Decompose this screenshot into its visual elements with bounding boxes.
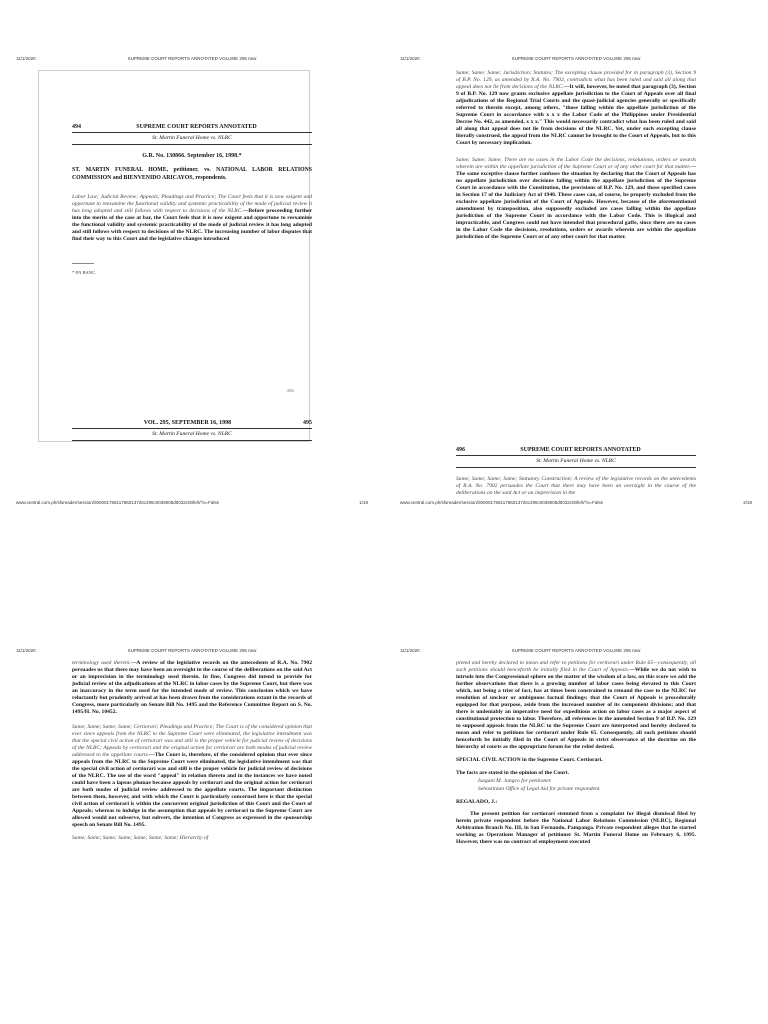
- footnote: * EN BANC.: [72, 270, 97, 275]
- syllabus-italic: Same; Same; Same; There are no cases in the Labor Code the decisions, resolutions, orders or awards wherein are within the appellate jurisdiction of the Supreme Court or of any other court for that matter.: [456, 157, 696, 170]
- running-title: SUPREME COURT REPORTS ANNOTATED: [520, 447, 641, 453]
- print-header: [16, 56, 368, 64]
- page-494: [72, 124, 312, 512]
- page-marker: 495: [286, 388, 294, 393]
- page-number: 494: [72, 124, 81, 130]
- print-header: [16, 648, 368, 656]
- pdf-page-tile-1: [0, 0, 384, 512]
- page-495-cont: [456, 70, 696, 512]
- running-subtitle: St. Martin Funeral Home vs. NLRC: [72, 135, 312, 145]
- running-subtitle: St. Martin Funeral Home vs. NLRC: [456, 458, 696, 468]
- syllabus-paragraph: [456, 157, 696, 241]
- running-subtitle: St. Martin Funeral Home vs. NLRC: [72, 431, 312, 441]
- syllabus-italic: terminology used therein.: [72, 660, 131, 666]
- print-title: SUPREME COURT REPORTS ANNOTATED VOLUME 295 new: [127, 648, 257, 653]
- print-header: [400, 648, 752, 656]
- footer-url: www.central.com.ph/sfsreader/session/00000175811786013726c295c0039008d0032c00fe/t/?o=False: [400, 500, 604, 505]
- facts-note: The facts are stated in the opinion of the Court.: [456, 770, 570, 776]
- syllabus-bold: —It will, however, be noted that paragraph (3), Section 9 of B.P. No. 129 now grants exclusive appellate jurisdiction to the Court of Appeals over all final adjudications of the Regional Trial Courts and the quasi-judicial agencies generally or specifically referred to therein except, among others, "those falling within the appellate jurisdiction of the Supreme Court in accordance with x x x the Labor Code of the Philippines under Presidential Decree No. 442, as amended, x x x." This would necessarily contradict what has been ruled and said all along that appeal does not lie from decisions of the NLRC. Yet, under such excepting clause literally construed, the appeal from the NLRC cannot be brought to the Court of Appeals, but to this Court by necessary implication.: [456, 84, 696, 146]
- page-495: [72, 420, 312, 449]
- syllabus-paragraph: [72, 724, 312, 829]
- syllabus-bold: —While we do not wish to intrude into the Congressional sphere on the matter of the wisdom of a law, on this score we add the further observations that there is a growing number of labor cases being elevated to this Court which, not being a trier of fact, has at times been constrained to remand the case to the NLRC for resolution of unclear or ambiguous factual findings; that the Court of Appeals is procedurally equipped for that purpose, aside from the increased number of its component divisions; and that there is undeniably an imperative need for expeditious action on labor cases as a major aspect of constitutional protection to labor. Therefore, all references in the amended Section 9 of B.P. No. 129 to supposed appeals from the NLRC to the Supreme Court are interpreted and hereby declared to mean and refer to petitions for certiorari under Rule 65. Consequently, all such petitions should henceforth be initially filed in the Court of Appeals in strict observance of the doctrine on the hierarchy of courts as the appropriate forum for the relief desired.: [456, 667, 696, 750]
- syllabus-bold: —Before proceeding further into the merits of the case at bar, the Court feels that it is now exigent and opportune to reexamine the functional validity and systemic practicability of the mode of judicial review it has long adopted and still follows with respect to decisions of the NLRC. The increasing number of labor disputes that find their way to this Court and the legislative changes introduced: [72, 208, 312, 242]
- running-title: SUPREME COURT REPORTS ANNOTATED: [136, 124, 257, 130]
- running-title: VOL. 295, SEPTEMBER 16, 1998: [143, 420, 232, 426]
- print-title: SUPREME COURT REPORTS ANNOTATED VOLUME 295 new: [511, 648, 641, 653]
- print-date: 11/1/2020: [400, 648, 420, 653]
- print-footer: [400, 500, 752, 508]
- gr-number: G.R. No. 130866. September 16, 1998.*: [142, 153, 242, 159]
- syllabus-italic: Same; Same; Same; Same; Statutory Construction; A review of the legislative records on the antecedents of R.A. No. 7902 persuades the Court that there may have been an oversight in the course of the deliberations on the said Act or an imprecision in the: [456, 476, 696, 496]
- print-footer: [16, 500, 368, 508]
- print-title: SUPREME COURT REPORTS ANNOTATED VOLUME 295 new: [127, 56, 257, 61]
- syllabus-paragraph: [72, 194, 312, 243]
- syllabus-italic: preted and hereby declared to mean and refer to petitions for certiorari under Rule 65—consequently, all such petitions should henceforth be initially filed in the Court of Appeals.: [456, 660, 696, 673]
- syllabus-paragraph: [456, 70, 696, 147]
- running-head: [72, 420, 312, 429]
- decision-body: The present petition for certiorari stemmed from a complaint for illegal dismissal filed by herein private respondent before the National Labor Relations Commission (NLRC), Regional Arbitration Branch No. III, in San Fernando, Pampanga. Private respondent alleges that he started working as Operations Manager of petitioner St. Martin Funeral Home on February 6, 1995. However, there was no contract of employment executed: [456, 811, 696, 845]
- syllabus-paragraph: [72, 660, 312, 716]
- pdf-page-tile-3: [0, 512, 384, 1024]
- pdf-page-tile-4: [384, 512, 768, 1024]
- page-496: [456, 447, 696, 502]
- syllabus-italic: Same; Same; Same; Same; Certiorari; Pleadings and Practice; The Court is of the considered opinion that ever since appeals from the NLRC to the Supreme Court were eliminated, the legislative intendment was that the special civil action of certiorari was and still is the proper vehicle for judicial review of decisions of the NLRC; Appeals by certiorari and the original action for certiorari are both modes of judicial review addressed to the appellate courts.: [72, 724, 312, 758]
- syllabus-italic: Labor Law; Judicial Review; Appeals; Pleadings and Practice; The Court feels that it is now exigent and opportune to reexamine the functional validity and systemic practicability of the mode of judicial review it has long adopted and still follows with respect to decisions of the NLRC.: [72, 194, 312, 214]
- counsel-petitioner: Isagani M. Jungco for petitioner.: [478, 778, 552, 784]
- print-date: 11/1/2020: [16, 648, 36, 653]
- footnote-rule: [72, 263, 94, 264]
- print-date: 11/1/2020: [400, 56, 420, 61]
- case-parties: ST. MARTIN FUNERAL HOME, petitioner, vs. NATIONAL LABOR RELATIONS COMMISSION and BIENVENIDO ARICAYOS, respondents.: [72, 167, 312, 181]
- running-head: [456, 447, 696, 456]
- syllabus-bold: —A review of the legislative records on the antecedents of R.A. No. 7902 persuades us that there may have been an oversight in the course of the deliberations on the said Act or an imprecision in the terminology used therein. In fine, Congress did intend to provide for judicial review of the adjudications of the NLRC in labor cases by the Supreme Court, but there was an inaccuracy in the term used for the intended mode of review. This conclusion which we have reluctantly but prudently arrived at has been drawn from the considerations extant in the records of Congress, more particularly on Senate Bill No. 1495 and the Reference Committee Report on S. No. 1495/H. No. 10452.: [72, 660, 312, 715]
- footer-page: 2/18: [743, 500, 752, 505]
- syllabus-paragraph: [456, 660, 696, 751]
- print-title: SUPREME COURT REPORTS ANNOTATED VOLUME 295 new: [511, 56, 641, 61]
- syllabus-bold: —The same exceptive clause further confuses the situation by declaring that the Court of Appeals has no appellate jurisdiction over decisions falling within the appellate jurisdiction of the Supreme Court in accordance with the Constitution, the provisions of B.P. No. 129, and those specified cases in Section 17 of the Judiciary Act of 1948. These cases can, of course, be properly excluded from the exclusive appellate jurisdiction of the Court of Appeals. However, because of the aforementioned amendment by transposition, also supposedly excluded are cases falling within the appellate jurisdiction of the Supreme Court in accordance with the Labor Code. This is illogical and impracticable, and Congress could not have intended that procedural gaffe, since there are no cases in the Labor Code the decisions, resolutions, orders or awards wherein are within the appellate jurisdiction of the Supreme Court or of any other court for that matter.: [456, 164, 696, 240]
- syllabus-bold: —The Court is, therefore, of the considered opinion that ever since appeals from the NLRC to the Supreme Court were eliminated, the legislative intendment was that the special civil action of certiorari was and still is the proper vehicle for judicial review of decisions of the NLRC. The use of the word "appeal" in relation thereto and in the instances we have noted could have been a lapsus plumae because appeals by certiorari and the original action for certiorari are both modes of judicial review addressed to the appellate courts. The important distinction between them, however, and with which the Court is particularly concerned here is that the special civil action of certiorari is within the concurrent original jurisdiction of this Court and the Court of Appeals; whereas to indulge in the assumption that appeals by certiorari to the Supreme Court are allowed would not subserve, but subvert, the intention of Congress as expressed in the sponsorship speech on Senate Bill No. 1495.: [72, 752, 313, 828]
- counsel-respondent: Sebastinian Office of Legal Aid for private respondent.: [478, 786, 601, 792]
- page-number: 495: [303, 420, 312, 426]
- pdf-page-tile-2: [384, 0, 768, 512]
- print-header: [400, 56, 752, 64]
- print-date: 11/1/2020: [16, 56, 36, 61]
- syllabus-italic: Same; Same; Same; Jurisdiction; Statutes; The excepting clause provided for in paragraph (3), Section 9 of B.P. No. 129, as amended by R.A. No. 7902, contradicts what has been ruled and said all along that appeal does not lie from decisions of the NLRC.: [456, 70, 696, 90]
- ponente: REGALADO, J.:: [456, 799, 498, 805]
- syllabus-paragraph: [72, 835, 312, 842]
- syllabus-paragraph: [456, 476, 696, 497]
- page-497: [72, 660, 312, 1024]
- footer-page: 1/18: [359, 500, 368, 505]
- syllabus-italic: Same; Same; Same; Same; Same; Same; Same; Hierarchy of: [72, 835, 209, 841]
- page-498: [456, 660, 696, 1024]
- running-head: [72, 124, 312, 133]
- special-civil-action: SPECIAL CIVIL ACTION in the Supreme Court. Certiorari.: [456, 757, 603, 763]
- page-number: 496: [456, 447, 465, 453]
- footer-url: www.central.com.ph/sfsreader/session/00000175811786013726c295c0039008d0032c00fe/t/?o=False: [16, 500, 220, 505]
